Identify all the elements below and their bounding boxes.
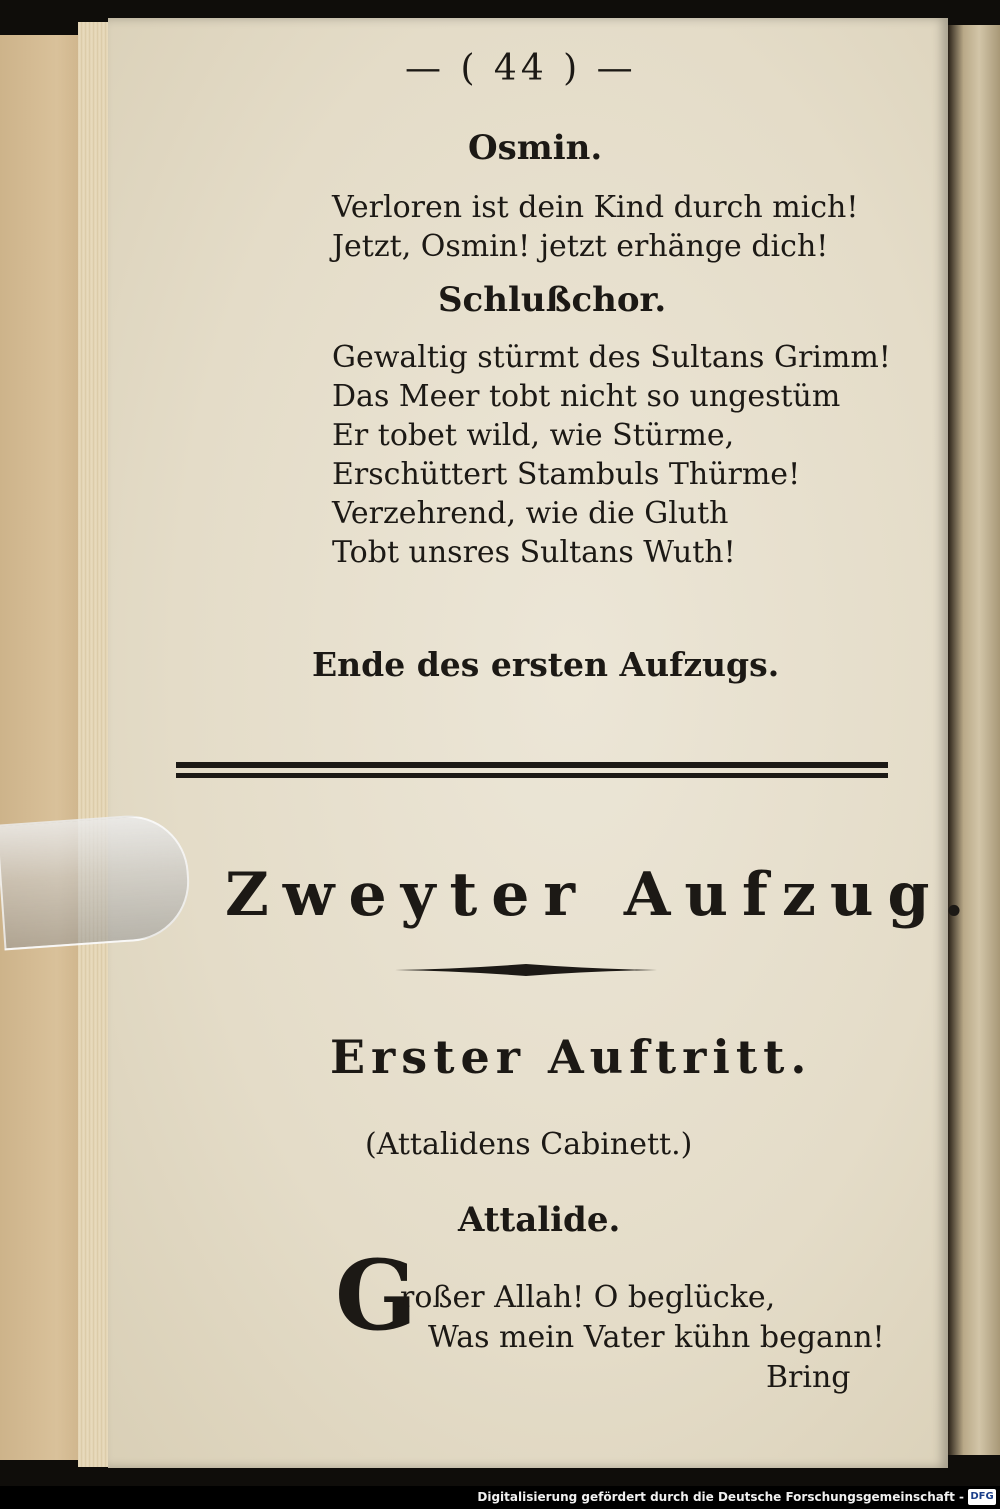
verse-line: Jetzt, Osmin! jetzt erhänge dich! (332, 229, 829, 264)
verse-line: Gewaltig stürmt des Sultans Grimm! (332, 340, 891, 375)
act-title: Zweyter Aufzug. (225, 860, 979, 930)
stage-direction: (Attalidens Cabinett.) (365, 1127, 693, 1162)
speaker-chorus: Schlußchor. (438, 280, 667, 320)
verse-line: roßer Allah! O beglücke, (400, 1280, 776, 1315)
speaker-osmin: Osmin. (468, 128, 603, 168)
page-clip (0, 812, 193, 951)
verse-line: Was mein Vater kühn begann! (428, 1320, 885, 1355)
speaker-attalide: Attalide. (458, 1200, 621, 1240)
verse-line: Er tobet wild, wie Stürme, (332, 418, 735, 453)
section-divider (176, 762, 888, 778)
act-end-line: Ende des ersten Aufzugs. (312, 645, 780, 684)
ornamental-rule (395, 962, 657, 978)
dfg-logo: DFG (968, 1489, 996, 1505)
verse-line: Verzehrend, wie die Gluth (332, 496, 729, 531)
drop-cap: G (335, 1239, 417, 1352)
verse-line: Tobt unsres Sultans Wuth! (332, 535, 736, 570)
page-number: — ( 44 ) — (405, 48, 637, 89)
verse-line: Verloren ist dein Kind durch mich! (332, 190, 859, 225)
scene-title: Erster Auftritt. (330, 1030, 813, 1084)
book-gutter (948, 25, 1000, 1455)
footer-credit: Digitalisierung gefördert durch die Deutsche Forschungsgemeinschaft - (477, 1490, 964, 1504)
verse-line: Erschüttert Stambuls Thürme! (332, 457, 801, 492)
verse-line: Das Meer tobt nicht so ungestüm (332, 379, 841, 414)
catchword: Bring (766, 1360, 851, 1395)
